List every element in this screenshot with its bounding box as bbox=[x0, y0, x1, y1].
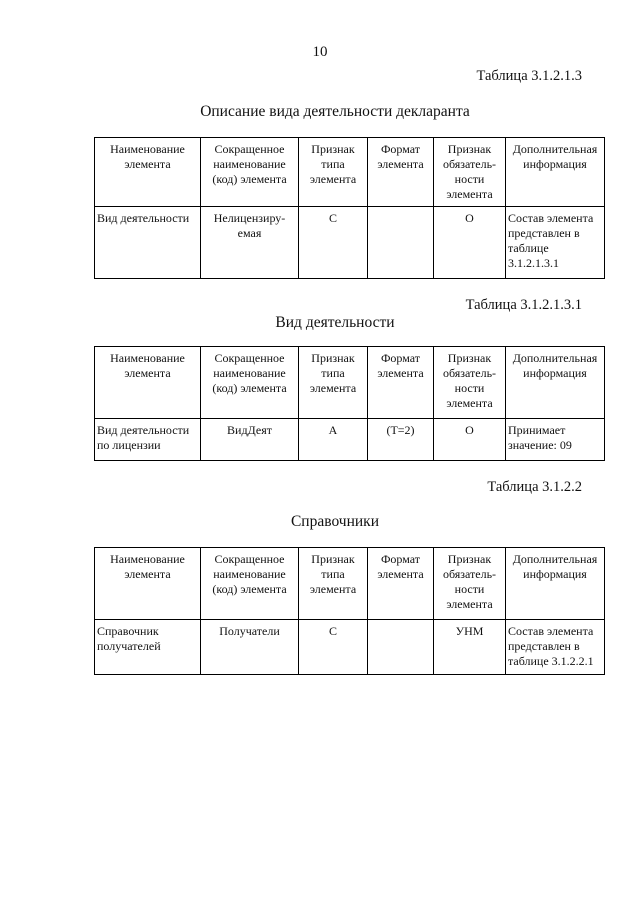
header-cell: Формат элемента bbox=[368, 548, 434, 620]
cell-info: Принимает значение: 09 bbox=[506, 419, 605, 461]
header-cell: Дополнительная информация bbox=[506, 548, 605, 620]
cell-format bbox=[368, 620, 434, 675]
header-cell: Наименование элемента bbox=[95, 347, 201, 419]
table-caption: Таблица 3.1.2.1.3.1 bbox=[465, 297, 582, 313]
cell-code: Нелицензиру-емая bbox=[201, 207, 299, 279]
cell-type: С bbox=[299, 207, 368, 279]
cell-required: О bbox=[434, 207, 506, 279]
cell-name: Вид деятельности по лицензии bbox=[95, 419, 201, 461]
cell-name: Справочник получателей bbox=[95, 620, 201, 675]
header-row bbox=[95, 548, 605, 620]
cell-type: А bbox=[299, 419, 368, 461]
table-caption: Таблица 3.1.2.1.3 bbox=[476, 68, 582, 84]
header-row bbox=[95, 347, 605, 419]
cell-code: ВидДеят bbox=[201, 419, 299, 461]
header-cell: Сокращенное наименование (код) элемента bbox=[201, 347, 299, 419]
cell-format bbox=[368, 207, 434, 279]
header-cell: Признак типа элемента bbox=[299, 548, 368, 620]
cell-format: (Т=2) bbox=[368, 419, 434, 461]
header-cell: Дополнительная информация bbox=[506, 138, 605, 207]
table-row bbox=[95, 419, 605, 461]
table-title: Описание вида деятельности декларанта bbox=[200, 103, 470, 120]
spec-table bbox=[94, 137, 605, 279]
header-cell: Признак обязатель-ности элемента bbox=[434, 138, 506, 207]
header-cell: Формат элемента bbox=[368, 347, 434, 419]
header-row bbox=[95, 138, 605, 207]
spec-table bbox=[94, 346, 605, 461]
header-cell: Наименование элемента bbox=[95, 548, 201, 620]
table-title: Вид деятельности bbox=[275, 314, 395, 331]
cell-type: С bbox=[299, 620, 368, 675]
header-cell: Признак обязатель-ности элемента bbox=[434, 347, 506, 419]
table-row bbox=[95, 207, 605, 279]
cell-code: Получатели bbox=[201, 620, 299, 675]
cell-required: УНМ bbox=[434, 620, 506, 675]
header-cell: Сокращенное наименование (код) элемента bbox=[201, 138, 299, 207]
header-cell: Наименование элемента bbox=[95, 138, 201, 207]
header-cell: Сокращенное наименование (код) элемента bbox=[201, 548, 299, 620]
header-cell: Признак типа элемента bbox=[299, 347, 368, 419]
header-cell: Формат элемента bbox=[368, 138, 434, 207]
cell-info: Состав элемента представлен в таблице 3.1.2.2.1 bbox=[506, 620, 605, 675]
page-number: 10 bbox=[312, 44, 328, 60]
cell-required: О bbox=[434, 419, 506, 461]
table-row bbox=[95, 620, 605, 675]
cell-name: Вид деятельности bbox=[95, 207, 201, 279]
table-caption: Таблица 3.1.2.2 bbox=[487, 479, 582, 495]
spec-table bbox=[94, 547, 605, 675]
header-cell: Дополнительная информация bbox=[506, 347, 605, 419]
header-cell: Признак обязатель-ности элемента bbox=[434, 548, 506, 620]
cell-info: Состав элемента представлен в таблице 3.1.2.1.3.1 bbox=[506, 207, 605, 279]
header-cell: Признак типа элемента bbox=[299, 138, 368, 207]
table-title: Справочники bbox=[290, 513, 380, 530]
